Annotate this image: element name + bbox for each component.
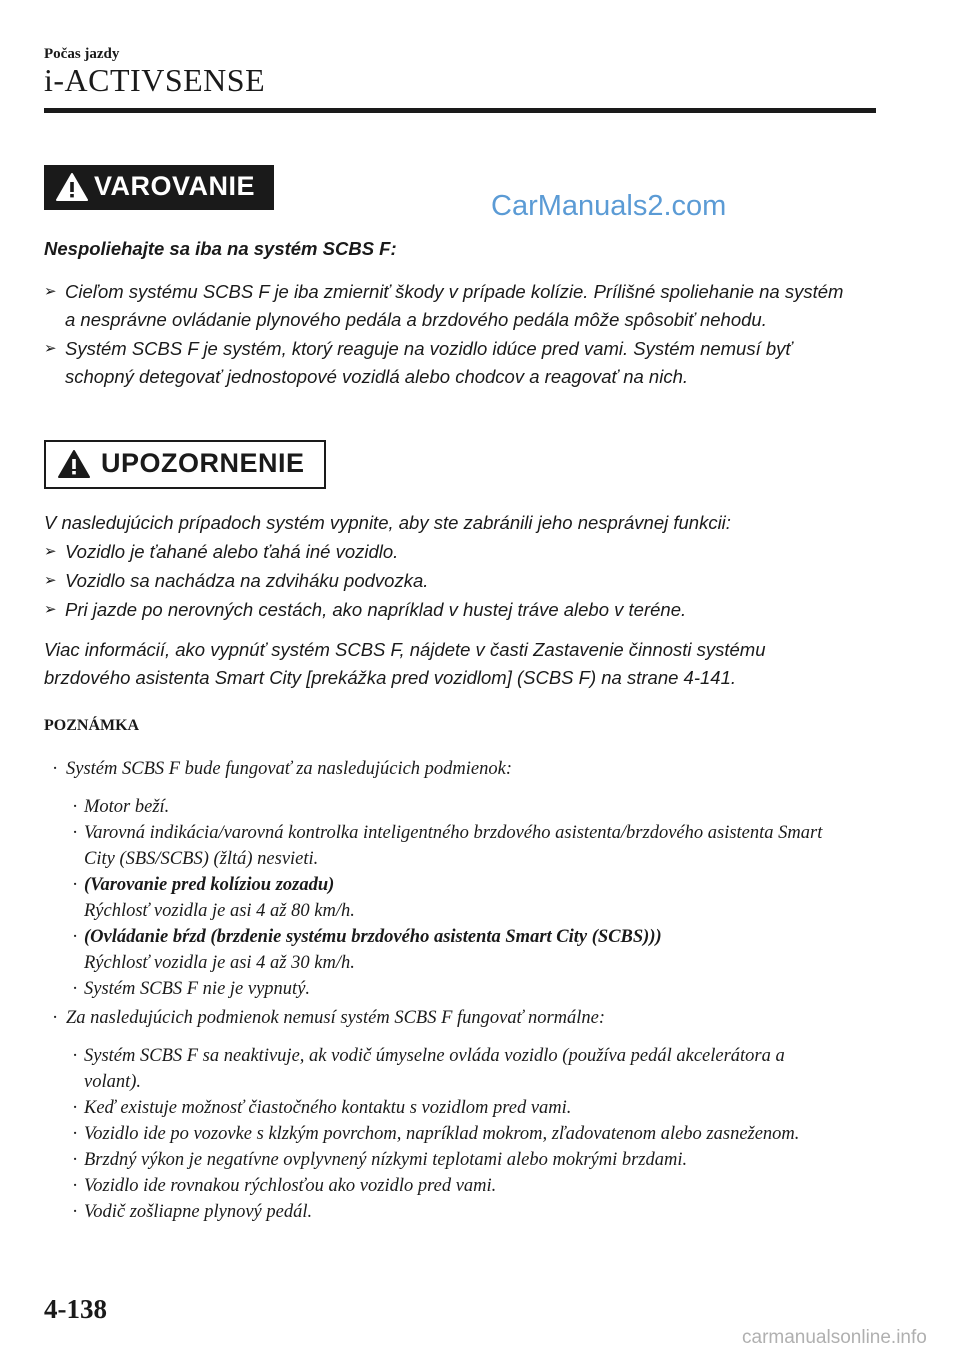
- list-item: · Systém SCBS F sa neaktivuje, ak vodič úmyselne ovláda vozidlo (používa pedál akcelerátora a volant).: [72, 1046, 785, 1092]
- warning-banner: [44, 165, 274, 210]
- caution-intro: V nasledujúcich prípadoch systém vypnite, aby ste zabránili jeho nesprávnej funkcii:: [44, 512, 731, 533]
- list-item: ➢ Systém SCBS F je systém, ktorý reaguje na vozidlo idúce pred vami. Systém nemusí byť schopný detegovať jednostopové vozidlá alebo chodcov a reagovať na nich.: [44, 338, 792, 387]
- caution-label: UPOZORNENIE: [101, 448, 305, 478]
- list-item: · (Varovanie pred kolíziou zozadu) Rýchlosť vozidla je asi 4 až 80 km/h.: [72, 875, 355, 921]
- note-list: [44, 756, 844, 782]
- watermark: CarManuals2.com: [491, 190, 727, 222]
- list-item: · Vodič zošliapne plynový pedál.: [72, 1202, 313, 1222]
- caution-outro: Viac informácií, ako vypnúť systém SCBS F, nájdete v časti Zastavenie činnosti systému brzdového asistenta Smart City [prekážka pred vozidlom] (SCBS F) na strane 4-141.: [44, 639, 766, 688]
- list-item: ➢ Pri jazde po nerovných cestách, ako napríklad v hustej tráve alebo v teréne.: [44, 599, 687, 620]
- caution-banner: [44, 440, 326, 489]
- warning-intro: Nespoliehajte sa iba na systém SCBS F:: [44, 238, 397, 259]
- warning-label: VAROVANIE: [94, 171, 256, 201]
- header-rule: [44, 108, 876, 113]
- list-item: · Varovná indikácia/varovná kontrolka inteligentného brzdového asistenta/brzdového asistenta Smart City (SBS/SCBS) (žltá) nesvieti.: [72, 823, 823, 869]
- warning-list: [44, 278, 844, 392]
- list-item: · Systém SCBS F nie je vypnutý.: [72, 979, 311, 999]
- list-item: ➢ Cieľom systému SCBS F je iba zmierniť škody v prípade kolízie. Prílišné spoliehanie na systém a nesprávne ovládanie plynového pedála a brzdového pedála môže spôsobiť nehodu.: [44, 281, 844, 330]
- section-title: Počas jazdy: [44, 46, 120, 62]
- list-item: · Vozidlo ide po vozovke s klzkým povrchom, napríklad mokrom, zľadovatenom alebo zasneženom.: [72, 1124, 800, 1144]
- note-sublist-2: [44, 1043, 844, 1225]
- list-item: · Za nasledujúcich podmienok nemusí systém SCBS F fungovať normálne:: [52, 1008, 606, 1028]
- note-title: POZNÁMKA: [44, 717, 140, 734]
- footer-watermark: carmanualsonline.info: [742, 1327, 927, 1348]
- caution-list: [44, 538, 864, 625]
- list-item: ➢ Vozidlo sa nachádza na zdviháku podvozka.: [44, 570, 429, 591]
- list-item: · Motor beží.: [72, 797, 170, 817]
- list-item: · (Ovládanie bŕzd (brzdenie systému brzdového asistenta Smart City (SCBS))) Rýchlosť vozidla je asi 4 až 30 km/h.: [72, 927, 662, 973]
- page-number: 4-138: [44, 1294, 107, 1324]
- chapter-title: i-ACTIVSENSE: [44, 62, 266, 98]
- list-item: · Keď existuje možnosť čiastočného kontaktu s vozidlom pred vami.: [72, 1098, 572, 1118]
- list-item: · Brzdný výkon je negatívne ovplyvnený nízkymi teplotami alebo mokrými brzdami.: [72, 1150, 688, 1170]
- list-item: ➢ Vozidlo je ťahané alebo ťahá iné vozidlo.: [44, 541, 399, 562]
- note-sublist-1: [44, 794, 844, 1002]
- note-list-2: [44, 1005, 844, 1031]
- warning-triangle-icon: [56, 172, 88, 202]
- warning-triangle-icon: [58, 449, 90, 479]
- list-item: · Vozidlo ide rovnakou rýchlosťou ako vozidlo pred vami.: [72, 1176, 497, 1196]
- list-item: · Systém SCBS F bude fungovať za nasledujúcich podmienok:: [52, 759, 513, 779]
